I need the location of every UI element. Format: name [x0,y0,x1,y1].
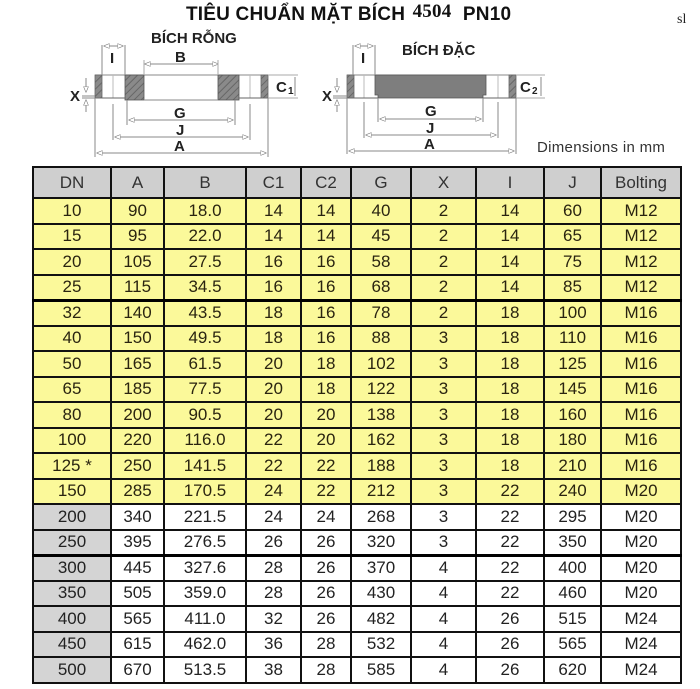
table-body [33,198,681,683]
cell-b: 43.5 [164,300,246,326]
cell-a: 185 [111,377,164,403]
cell-c2: 16 [301,275,351,301]
units-note: Dimensions in mm [537,139,666,156]
cell-dn: 65 [33,377,111,403]
cell-bolting: M16 [601,326,681,352]
cell-a: 200 [111,402,164,428]
cell-b: 27.5 [164,249,246,275]
cell-g: 482 [351,606,411,632]
cell-c2: 22 [301,479,351,505]
cell-b: 359.0 [164,581,246,607]
column-header-x: X [411,167,476,198]
cell-i: 14 [476,275,544,301]
cell-c1: 18 [246,300,301,326]
cell-c1: 28 [246,581,301,607]
cell-x: 3 [411,377,476,403]
cell-j: 85 [544,275,601,301]
cell-c1: 14 [246,198,301,224]
table-row [33,428,681,454]
cell-j: 515 [544,606,601,632]
column-header-c1: C1 [246,167,301,198]
cell-a: 340 [111,504,164,530]
cell-a: 165 [111,351,164,377]
cell-g: 58 [351,249,411,275]
cell-g: 320 [351,530,411,556]
cell-c2: 18 [301,351,351,377]
cell-bolting: M24 [601,632,681,658]
flange-dimension-table [32,166,682,684]
cell-a: 115 [111,275,164,301]
table-row [33,198,681,224]
cell-c1: 22 [246,428,301,454]
cell-g: 138 [351,402,411,428]
dim-label-j-solid: J [426,120,435,137]
cell-bolting: M20 [601,530,681,556]
title-pressure: PN10 [462,4,512,25]
cell-i: 18 [476,351,544,377]
cell-b: 462.0 [164,632,246,658]
cell-i: 14 [476,198,544,224]
cell-a: 395 [111,530,164,556]
cell-g: 78 [351,300,411,326]
cell-j: 110 [544,326,601,352]
cell-g: 268 [351,504,411,530]
cell-i: 22 [476,530,544,556]
table-row [33,504,681,530]
cell-b: 327.6 [164,555,246,581]
cell-dn: 10 [33,198,111,224]
cell-j: 180 [544,428,601,454]
cell-bolting: M24 [601,606,681,632]
cell-b: 170.5 [164,479,246,505]
cell-j: 400 [544,555,601,581]
cell-b: 49.5 [164,326,246,352]
cell-a: 615 [111,632,164,658]
cell-b: 116.0 [164,428,246,454]
cell-bolting: M16 [601,453,681,479]
table-row [33,224,681,250]
table-row [33,555,681,581]
cell-a: 670 [111,657,164,683]
cell-bolting: M16 [601,300,681,326]
cell-g: 122 [351,377,411,403]
cell-a: 445 [111,555,164,581]
flange-diagrams [0,0,700,166]
cell-c2: 20 [301,428,351,454]
cell-dn: 50 [33,351,111,377]
dim-label-i-solid: I [361,50,366,67]
column-header-bolting: Bolting [601,167,681,198]
cell-c1: 28 [246,555,301,581]
title-text: TIÊU CHUẨN MẶT BÍCH [186,4,406,25]
cell-j: 160 [544,402,601,428]
cell-a: 140 [111,300,164,326]
hollow-flange-drawing [70,45,298,157]
cell-bolting: M16 [601,377,681,403]
cell-dn: 300 [33,555,111,581]
cell-j: 75 [544,249,601,275]
cell-bolting: M20 [601,555,681,581]
cell-j: 60 [544,198,601,224]
cell-b: 90.5 [164,402,246,428]
cell-j: 620 [544,657,601,683]
cell-g: 370 [351,555,411,581]
column-header-i: I [476,167,544,198]
cell-i: 18 [476,453,544,479]
cell-c2: 16 [301,300,351,326]
cell-a: 285 [111,479,164,505]
cell-c2: 14 [301,198,351,224]
cell-b: 221.5 [164,504,246,530]
cell-bolting: M12 [601,198,681,224]
cell-b: 141.5 [164,453,246,479]
cell-g: 430 [351,581,411,607]
column-header-c2: C2 [301,167,351,198]
cell-c2: 26 [301,606,351,632]
cell-x: 2 [411,198,476,224]
table-row [33,479,681,505]
cell-a: 90 [111,198,164,224]
cell-a: 150 [111,326,164,352]
dim-label-c2: C [520,79,531,96]
hollow-flange-label: BÍCH RỖNG [151,30,237,47]
cell-x: 3 [411,402,476,428]
table-row [33,275,681,301]
cell-c1: 14 [246,224,301,250]
cell-bolting: M20 [601,581,681,607]
cell-j: 240 [544,479,601,505]
cell-i: 22 [476,581,544,607]
cell-bolting: M12 [601,249,681,275]
cell-j: 65 [544,224,601,250]
cell-x: 4 [411,581,476,607]
cell-x: 3 [411,504,476,530]
dim-label-c1-sub: 1 [288,86,294,97]
cell-i: 18 [476,300,544,326]
cell-dn: 32 [33,300,111,326]
cell-b: 34.5 [164,275,246,301]
cell-c2: 24 [301,504,351,530]
cell-i: 18 [476,326,544,352]
cell-c1: 32 [246,606,301,632]
cell-i: 22 [476,555,544,581]
cell-c2: 28 [301,657,351,683]
table-row [33,377,681,403]
cell-bolting: M20 [601,504,681,530]
cell-j: 295 [544,504,601,530]
column-header-b: B [164,167,246,198]
cell-c2: 16 [301,249,351,275]
cell-c1: 24 [246,479,301,505]
table-row [33,632,681,658]
cell-c1: 20 [246,402,301,428]
cell-a: 565 [111,606,164,632]
cell-j: 145 [544,377,601,403]
cell-c1: 26 [246,530,301,556]
cell-g: 45 [351,224,411,250]
cell-c2: 26 [301,530,351,556]
cell-x: 3 [411,453,476,479]
cell-c2: 20 [301,402,351,428]
solid-flange-label: BÍCH ĐẶC [402,42,476,59]
cell-x: 3 [411,530,476,556]
cell-b: 411.0 [164,606,246,632]
table-row [33,300,681,326]
cell-c1: 24 [246,504,301,530]
cell-i: 18 [476,377,544,403]
cell-g: 88 [351,326,411,352]
cell-x: 2 [411,224,476,250]
cell-bolting: M24 [601,657,681,683]
cell-i: 14 [476,249,544,275]
table-row [33,402,681,428]
cell-i: 22 [476,479,544,505]
cell-j: 125 [544,351,601,377]
cell-c1: 18 [246,326,301,352]
cell-dn: 25 [33,275,111,301]
cell-g: 40 [351,198,411,224]
table-row [33,530,681,556]
cell-bolting: M20 [601,479,681,505]
cell-g: 212 [351,479,411,505]
cell-x: 2 [411,300,476,326]
cell-c1: 20 [246,377,301,403]
cell-g: 188 [351,453,411,479]
cell-i: 18 [476,402,544,428]
cell-a: 95 [111,224,164,250]
cell-bolting: M12 [601,224,681,250]
cell-i: 14 [476,224,544,250]
table-row [33,657,681,683]
table-row [33,581,681,607]
cell-dn: 80 [33,402,111,428]
cell-g: 532 [351,632,411,658]
cell-b: 276.5 [164,530,246,556]
cell-b: 513.5 [164,657,246,683]
cell-x: 2 [411,275,476,301]
cell-a: 220 [111,428,164,454]
column-header-a: A [111,167,164,198]
cell-g: 68 [351,275,411,301]
cell-c2: 26 [301,555,351,581]
cell-a: 505 [111,581,164,607]
cell-j: 210 [544,453,601,479]
cell-dn: 350 [33,581,111,607]
cell-dn: 450 [33,632,111,658]
dim-label-a: A [174,138,185,155]
cell-x: 4 [411,657,476,683]
cell-c1: 36 [246,632,301,658]
cell-c2: 28 [301,632,351,658]
cell-c2: 18 [301,377,351,403]
dim-label-a-solid: A [424,136,435,153]
cell-x: 2 [411,249,476,275]
corner-mark: sl [677,12,687,27]
cell-bolting: M16 [601,428,681,454]
cell-bolting: M16 [601,402,681,428]
cell-b: 77.5 [164,377,246,403]
cell-i: 26 [476,657,544,683]
cell-dn: 200 [33,504,111,530]
cell-c1: 16 [246,249,301,275]
dim-label-i: I [110,50,115,67]
cell-dn: 400 [33,606,111,632]
cell-i: 22 [476,504,544,530]
dim-label-x-solid: X [322,88,333,105]
cell-x: 3 [411,428,476,454]
cell-i: 18 [476,428,544,454]
cell-a: 105 [111,249,164,275]
dim-label-c1: C [276,79,287,96]
cell-b: 61.5 [164,351,246,377]
cell-a: 250 [111,453,164,479]
cell-c2: 16 [301,326,351,352]
solid-flange-drawing [322,45,545,154]
cell-c2: 26 [301,581,351,607]
dim-label-g-solid: G [425,103,437,120]
dim-label-j: J [176,122,185,139]
cell-dn: 20 [33,249,111,275]
cell-x: 4 [411,555,476,581]
dim-label-g: G [174,105,186,122]
cell-c2: 14 [301,224,351,250]
cell-x: 3 [411,326,476,352]
cell-dn: 100 [33,428,111,454]
cell-j: 565 [544,632,601,658]
cell-j: 460 [544,581,601,607]
table-row [33,249,681,275]
cell-i: 26 [476,606,544,632]
title-standard: 4504 [412,1,452,22]
table-row [33,351,681,377]
table-header-row [33,167,681,198]
cell-c2: 22 [301,453,351,479]
cell-c1: 20 [246,351,301,377]
cell-dn: 15 [33,224,111,250]
dim-label-b: B [175,49,186,66]
cell-g: 585 [351,657,411,683]
cell-x: 4 [411,606,476,632]
cell-b: 18.0 [164,198,246,224]
table-row [33,453,681,479]
column-header-dn: DN [33,167,111,198]
column-header-j: J [544,167,601,198]
cell-c1: 16 [246,275,301,301]
cell-dn: 250 [33,530,111,556]
cell-dn: 125 * [33,453,111,479]
cell-c1: 22 [246,453,301,479]
cell-bolting: M12 [601,275,681,301]
cell-j: 100 [544,300,601,326]
cell-dn: 500 [33,657,111,683]
cell-dn: 150 [33,479,111,505]
cell-j: 350 [544,530,601,556]
cell-c1: 38 [246,657,301,683]
cell-x: 4 [411,632,476,658]
table-row [33,326,681,352]
cell-bolting: M16 [601,351,681,377]
cell-g: 162 [351,428,411,454]
cell-b: 22.0 [164,224,246,250]
cell-x: 3 [411,351,476,377]
cell-g: 102 [351,351,411,377]
table-row [33,606,681,632]
dim-label-x: X [70,88,81,105]
cell-i: 26 [476,632,544,658]
cell-x: 3 [411,479,476,505]
cell-dn: 40 [33,326,111,352]
column-header-g: G [351,167,411,198]
dim-label-c2-sub: 2 [532,86,538,97]
